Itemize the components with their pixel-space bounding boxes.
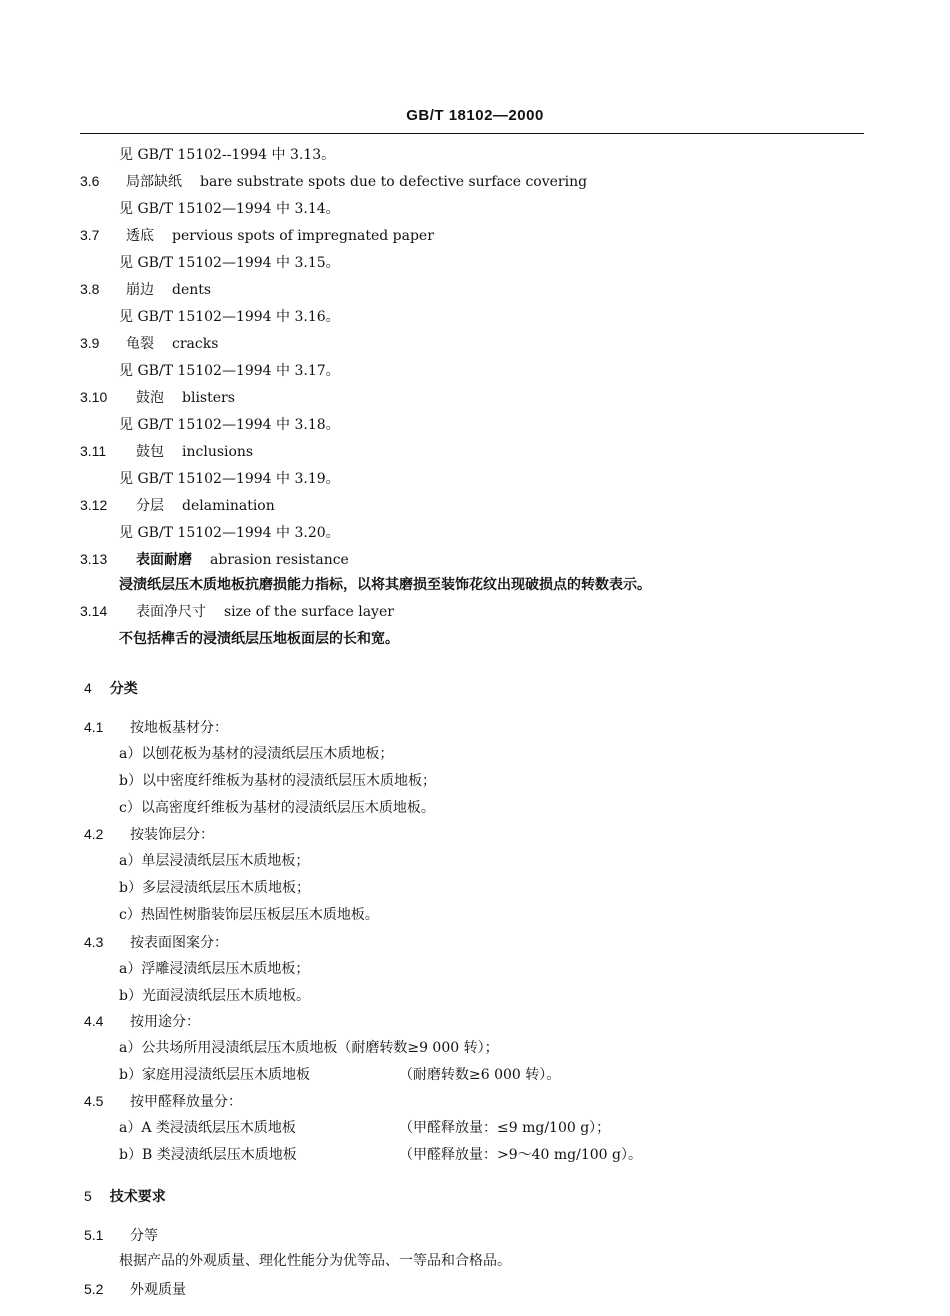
list-item-text: b）B 类浸渍纸层压木质地板 [119, 1147, 297, 1163]
clause-title: 分等 [130, 1228, 158, 1244]
clause-number: 3.11 [80, 443, 107, 459]
clause-number: 3.9 [80, 335, 100, 351]
clause-number: 4.4 [84, 1013, 104, 1029]
clause-term: 表面耐磨 [136, 552, 192, 568]
clause-4-4 [84, 1012, 200, 1031]
clause-term: 崩边 [126, 282, 154, 298]
clause-title: 外观质量 [130, 1282, 186, 1298]
list-item [119, 745, 393, 763]
def-3-13 [119, 576, 651, 594]
section-heading-5 [84, 1187, 166, 1206]
section-heading-4 [84, 679, 138, 698]
clause-4-3 [84, 933, 228, 952]
ref-3-9 [119, 362, 340, 380]
clause-3-13 [80, 550, 349, 569]
ref-3-12 [119, 524, 340, 542]
ref-3-8 [119, 308, 340, 326]
ref-3-7 [119, 254, 340, 272]
clause-term-english: blisters [182, 390, 235, 406]
list-item-text: b）多层浸渍纸层压木质地板； [119, 880, 310, 896]
section-number: 4 [84, 680, 92, 696]
clause-term-english: pervious spots of impregnated paper [172, 228, 434, 244]
clause-3-11 [80, 442, 253, 461]
list-item-text: b）光面浸渍纸层压木质地板。 [119, 988, 310, 1004]
clause-number: 3.8 [80, 281, 100, 297]
line-text: 见 GB/T 15102—1994 中 3.20。 [119, 525, 340, 541]
list-item [119, 879, 310, 897]
clause-term-english: size of the surface layer [224, 604, 394, 620]
clause-4-2 [84, 825, 214, 844]
list-item-text: b）家庭用浸渍纸层压木质地板 [119, 1067, 310, 1083]
list-item [119, 987, 310, 1005]
line-text: 见 GB/T 15102—1994 中 3.15。 [119, 255, 340, 271]
clause-title: 按用途分： [130, 1014, 200, 1030]
line-text: 见 GB/T 15102—1994 中 3.16。 [119, 309, 340, 325]
list-item [119, 799, 435, 817]
clause-term-english: inclusions [182, 444, 254, 460]
line-text: 见 GB/T 15102—1994 中 3.14。 [119, 201, 340, 217]
page-header: GB/T 18102—2000 [406, 107, 544, 124]
ref-3-11 [119, 470, 340, 488]
clause-number: 3.14 [80, 603, 108, 619]
clause-title: 按装饰层分： [130, 827, 214, 843]
ref-3-6 [119, 200, 340, 218]
clause-3-6 [80, 172, 587, 191]
clause-3-14 [80, 602, 394, 621]
clause-term: 龟裂 [126, 336, 154, 352]
list-item-text: a）A 类浸渍纸层压木质地板 [119, 1120, 296, 1136]
clause-number: 5.2 [84, 1281, 104, 1297]
line-text: 见 GB/T 15102—1994 中 3.18。 [119, 417, 340, 433]
list-item [119, 772, 436, 790]
clause-term-english: cracks [172, 336, 219, 352]
clause-title: 按表面图案分： [130, 935, 228, 951]
def-3-14 [119, 630, 399, 648]
clause-number: 4.1 [84, 719, 104, 735]
header-rule [80, 133, 864, 134]
clause-term: 鼓泡 [136, 390, 164, 406]
list-item-note: （甲醛释放量：≤9 mg/100 g）； [399, 1120, 611, 1136]
clause-term: 鼓包 [136, 444, 164, 460]
list-item [119, 906, 379, 924]
clause-term-english: abrasion resistance [210, 552, 349, 568]
clause-3-12 [80, 496, 275, 515]
list-item-text: a）公共场所用浸渍纸层压木质地板（耐磨转数≥9 000 转）； [119, 1040, 499, 1056]
section-title: 分类 [109, 681, 138, 697]
line-text: 见 GB/T 15102—1994 中 3.19。 [119, 471, 340, 487]
clause-term: 局部缺纸 [126, 174, 182, 190]
clause-term: 分层 [136, 498, 164, 514]
list-item [119, 960, 309, 978]
list-item [119, 852, 309, 870]
clause-title: 按甲醛释放量分： [130, 1094, 242, 1110]
line-text: 浸渍纸层压木质地板抗磨损能力指标，以将其磨损至装饰花纹出现破损点的转数表示。 [119, 577, 651, 593]
list-item-text: a）单层浸渍纸层压木质地板； [119, 853, 310, 869]
clause-number: 5.1 [84, 1227, 104, 1243]
list-item-text: a）浮雕浸渍纸层压木质地板； [119, 961, 310, 977]
clause-4-5 [84, 1092, 242, 1111]
list-item [119, 1119, 611, 1137]
list-item [119, 1066, 561, 1084]
clause-number: 3.12 [80, 497, 108, 513]
clause-term-english: bare substrate spots due to defective surface covering [200, 174, 588, 190]
ref-3-5 [119, 146, 335, 164]
clause-number: 4.5 [84, 1093, 104, 1109]
clause-number: 3.6 [80, 173, 100, 189]
line-text: 见 GB/T 15102--1994 中 3.13。 [119, 147, 336, 163]
ref-3-10 [119, 416, 340, 434]
clause-3-7 [80, 226, 434, 245]
list-item-text: c）以高密度纤维板为基材的浸渍纸层压木质地板。 [119, 800, 435, 816]
line-text: 不包括榫舌的浸渍纸层压地板面层的长和宽。 [119, 631, 399, 647]
list-item-note: （甲醛释放量：>9～40 mg/100 g）。 [399, 1147, 642, 1163]
list-item [119, 1146, 642, 1164]
clause-5-1 [84, 1226, 158, 1245]
clause-number: 3.10 [80, 389, 108, 405]
clause-3-9 [80, 334, 218, 353]
clause-5-2 [84, 1280, 186, 1299]
clause-term: 透底 [126, 228, 154, 244]
clause-term: 表面净尺寸 [136, 604, 206, 620]
list-item-text: a）以刨花板为基材的浸渍纸层压木质地板； [119, 746, 394, 762]
clause-term-english: delamination [182, 498, 275, 514]
list-item-note: （耐磨转数≥6 000 转）。 [399, 1067, 561, 1083]
clause-number: 4.2 [84, 826, 104, 842]
line-text: 见 GB/T 15102—1994 中 3.17。 [119, 363, 340, 379]
clause-number: 3.13 [80, 551, 108, 567]
list-item [119, 1039, 499, 1057]
clause-3-10 [80, 388, 235, 407]
section-title: 技术要求 [109, 1189, 166, 1205]
clause-4-1 [84, 718, 228, 737]
list-item-text: c）热固性树脂装饰层压板层压木质地板。 [119, 907, 379, 923]
clause-5-1-text: 根据产品的外观质量、理化性能分为优等品、一等品和合格品。 [119, 1253, 511, 1269]
clause-3-8 [80, 280, 211, 299]
list-item-text: b）以中密度纤维板为基材的浸渍纸层压木质地板； [119, 773, 436, 789]
section-number: 5 [84, 1188, 92, 1204]
clause-number: 3.7 [80, 227, 100, 243]
clause-number: 4.3 [84, 934, 104, 950]
clause-term-english: dents [172, 282, 212, 298]
clause-title: 按地板基材分： [130, 720, 228, 736]
